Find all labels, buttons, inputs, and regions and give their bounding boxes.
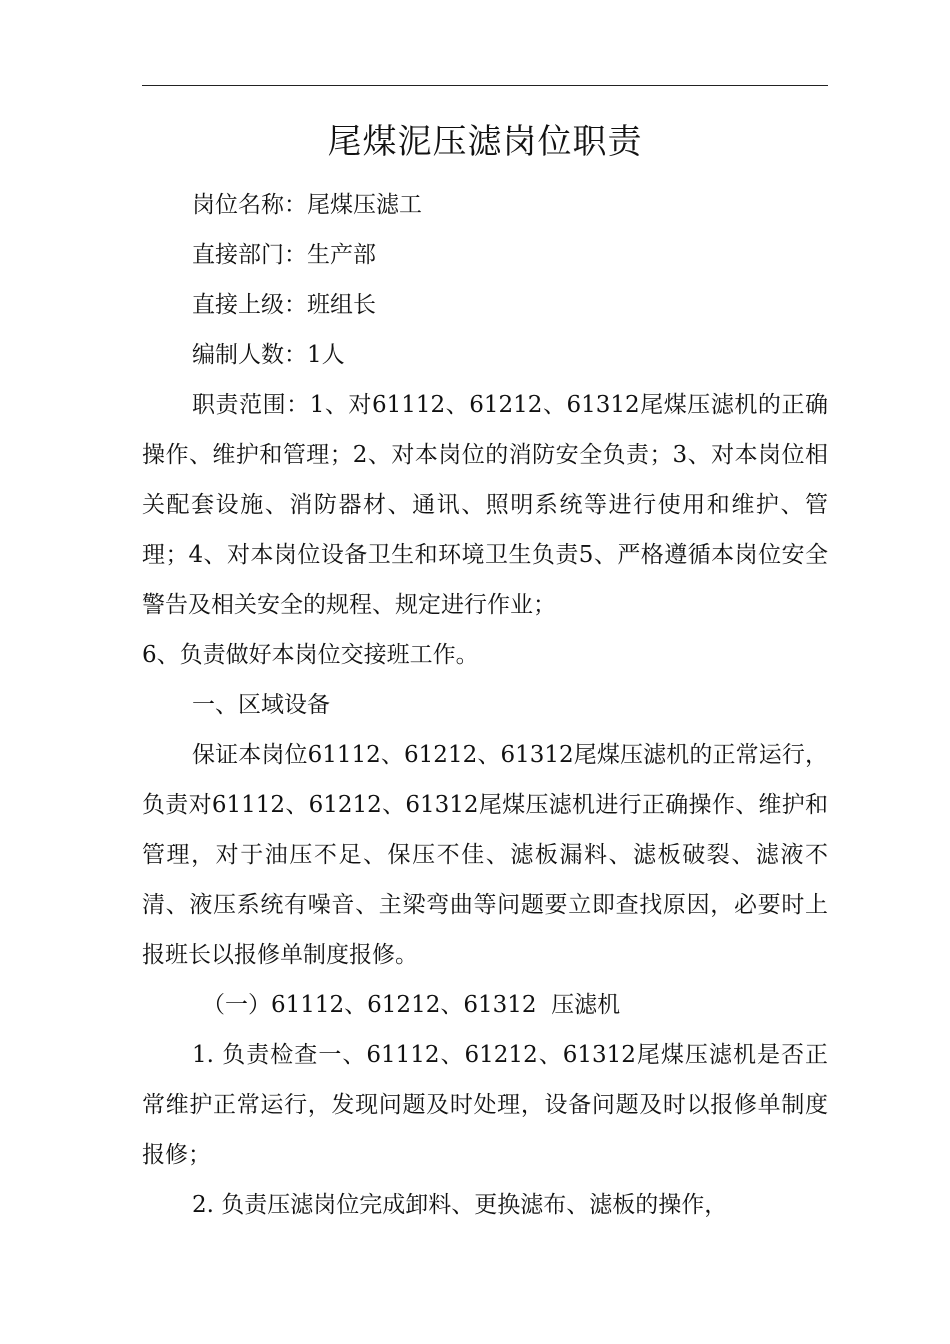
section-1-paragraph: 保证本岗位61112、61212、61312尾煤压滤机的正常运行，负责对61112、61212、61312尾煤压滤机进行正确操作、维护和管理，对于油压不足、保压不佳、滤板漏料、滤板破裂、滤液不清、液压系统有噪音、主梁弯曲等问题要立即查找原因，必要时上报班长以报修单制度报修。 (142, 742, 828, 968)
responsibility-item-6: 6、负责做好本岗位交接班工作。 (142, 642, 479, 668)
field-position-name: 岗位名称：尾煤压滤工 (192, 192, 422, 218)
list-item-1: 1. 负责检查一、61112、61212、61312尾煤压滤机是否正常维护正常运行，发现问题及时处理，设备问题及时以报修单制度报修； (142, 1042, 828, 1168)
responsibility-scope-paragraph: 职责范围：1、对61112、61212、61312尾煤压滤机的正确操作、维护和管理；2、对本岗位的消防安全负责；3、对本岗位相关配套设施、消防器材、通讯、照明系统等进行使用和维护、管理；4、对本岗位设备卫生和环境卫生负责5、严格遵循本岗位安全警告及相关安全的规程、规定进行作业； (142, 392, 828, 618)
subsection-heading-filter-press: （一）61112、61212、61312 压滤机 (202, 992, 621, 1018)
field-department: 直接部门：生产部 (192, 242, 376, 268)
header-rule (142, 85, 828, 86)
document-title: 尾煤泥压滤岗位职责 (327, 122, 643, 162)
document-body (142, 180, 828, 1230)
field-supervisor: 直接上级：班组长 (192, 292, 376, 318)
list-item-2: 2. 负责压滤岗位完成卸料、更换滤布、滤板的操作， (192, 1192, 728, 1218)
field-headcount: 编制人数：1人 (192, 342, 345, 368)
section-heading-area-equipment: 一、区域设备 (192, 692, 330, 718)
